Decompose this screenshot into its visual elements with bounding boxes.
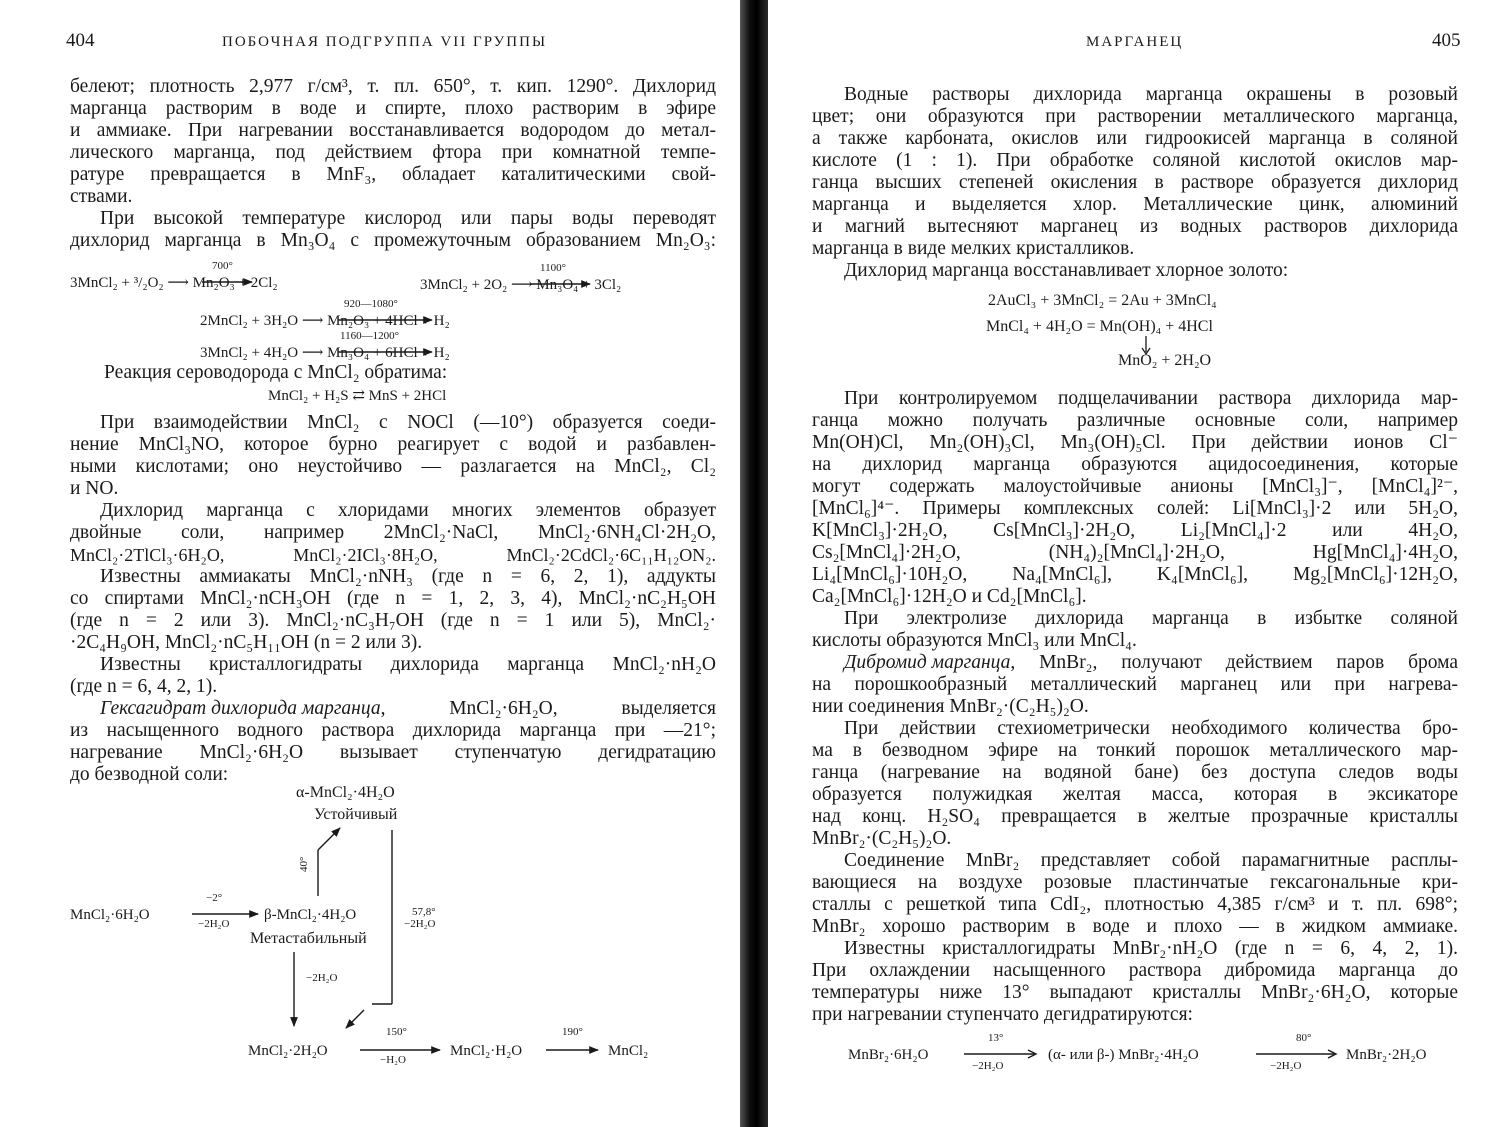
- text-line: (где n = 2 или 3). MnCl₂·nC₃H₇OH (где n = 1 или 5), MnCl₂·: [70, 610, 716, 631]
- arrow-condition: −H₂O: [380, 1054, 406, 1066]
- text-line: K[MnCl₃]·2H₂O, Cs[MnCl₃]·2H₂O, Li₂[MnCl₄]·2 или 4H₂O,: [812, 520, 1458, 541]
- running-head: ПОБОЧНАЯ ПОДГРУППА VII ГРУППЫ: [222, 34, 548, 50]
- arrow-condition: 190°: [562, 1026, 583, 1038]
- italic-term: Дибромид марганца: [844, 652, 1011, 673]
- arrow: [346, 1010, 364, 1028]
- text-line: При электролизе дихлорида марганца в избытке соляной: [844, 608, 1458, 629]
- text-line: вающиеся на воздухе розовые пластинчатые гексагональные кри-: [812, 872, 1458, 893]
- text-line: а также карбоната, окислов или гидроокисей марганца в соляной: [812, 128, 1458, 149]
- text-line: Дихлорид марганца восстанавливает хлорное золото:: [844, 260, 1289, 281]
- text-line: кислоты образуются MnCl₃ или MnCl₄.: [812, 630, 1137, 651]
- text-line: Известны аммиакаты MnCl₂·nNH₃ (где n = 6, 2, 1), аддукты: [100, 566, 716, 587]
- reaction-equation: MnCl₄ + 4H₂O = Mn(OH)₄ + 4HCl: [986, 318, 1213, 335]
- text-line: лического марганца, под действием фтора при комнатной темпе-: [70, 142, 716, 163]
- text-line: марганца в виде мелких кристалликов.: [812, 238, 1135, 259]
- text-line: дихлорид марганца в Mn₃O₄ с промежуточным образованием Mn₂O₃:: [70, 230, 716, 251]
- text-line: (где n = 6, 4, 2, 1).: [70, 676, 218, 697]
- compound-label: Устойчивый: [314, 806, 398, 823]
- running-head: МАРГАНЕЦ: [1086, 34, 1184, 50]
- text-line: ными кислотами; оно неустойчиво — разлагается на MnCl₂, Cl₂: [70, 456, 716, 477]
- text-line: сталлы с решеткой типа CdI₂, плотностью 4,385 г/см³ и т. пл. 698°;: [812, 894, 1458, 915]
- text-line: на дихлорид марганца образуются ацидосоединения, которые: [812, 454, 1458, 475]
- text-line: ганца (нагревание на водяной бане) без доступа следов воды: [812, 762, 1458, 783]
- arrow-condition: 57,8°: [412, 906, 436, 918]
- text-line: до безводной соли:: [70, 764, 229, 785]
- reaction-equation: 2MnCl₂ + 3H₂O ⟶ Mn₂O₃ + 4HCl + H₂: [200, 313, 450, 329]
- reaction-condition: 920—1080°: [344, 298, 398, 310]
- text-line: MnBr₂·(C₂H₅)₂O.: [812, 828, 952, 849]
- text-line: Известны кристаллогидраты дихлорида марганца MnCl₂·nH₂O: [100, 654, 716, 675]
- text-line: ·2C₄H₉OH, MnCl₂·nC₅H₁₁OH (n = 2 или 3).: [70, 632, 423, 653]
- text-line: Дихлорид марганца с хлоридами многих элементов образует: [100, 500, 716, 521]
- text-line: на порошкообразный металлический марганец или при нагрева-: [812, 674, 1458, 695]
- text-line: и магний вытесняют марганец из водных растворов дихлорида: [812, 216, 1458, 237]
- text-run: , MnCl₂·6H₂O, выделяется: [380, 698, 716, 719]
- reaction-condition: 1100°: [540, 262, 566, 274]
- text-line: MnBr₂ хорошо растворим в воде и плохо — в жидком аммиаке.: [812, 916, 1458, 937]
- scheme-arrows: [0, 0, 740, 1127]
- text-line: двойные соли, например 2MnCl₂·NaCl, MnCl₂·6NH₄Cl·2H₂O,: [70, 522, 716, 543]
- compound-beta: β-MnCl₂·4H₂O: [264, 907, 357, 923]
- compound: MnBr₂·2H₂O: [1346, 1047, 1427, 1063]
- text-line: нение MnCl₃NO, которое бурно реагирует с водой и разбавлен-: [70, 434, 716, 455]
- compound-anhydrous: MnCl₂: [608, 1043, 649, 1059]
- reaction-equation: 3MnCl₂ + 2O₂ ⟶ Mn₃O₄ + 3Cl₂: [420, 277, 622, 293]
- text-line: при нагревании ступенчато дегидратируются:: [812, 1004, 1193, 1025]
- text-line: Реакция сероводорода с MnCl₂ обратима:: [104, 362, 448, 383]
- compound: (α- или β-) MnBr₂·4H₂O: [1048, 1047, 1199, 1063]
- text-line: При охлаждении насыщенного раствора дибромида марганца до: [812, 960, 1458, 981]
- text-line: марганца растворим в воде и спирте, плохо растворим в эфире: [70, 98, 716, 119]
- text-line: ратуре превращается в MnF₃, обладает каталитическими свой-: [70, 164, 716, 185]
- right-page: [768, 0, 1504, 1127]
- reaction-equation: MnCl₂ + H₂S ⇄ MnS + 2HCl: [268, 388, 447, 404]
- arrow-condition: 80°: [1296, 1032, 1312, 1044]
- arrow: [318, 828, 340, 850]
- compound-label: Метастабильный: [250, 930, 367, 947]
- compound: MnBr₂·6H₂O: [848, 1047, 929, 1063]
- arrow-condition: −2H₂O: [404, 918, 436, 930]
- text-line: кислоте (1 : 1). При обработке соляной кислотой окислов мар-: [812, 150, 1458, 171]
- reaction-equation: 3MnCl₂ + ³/₂O₂ ⟶ Mn₂O₃ + 2Cl₂: [70, 275, 278, 291]
- text-line: При контролируемом подщелачивании раствора дихлорида мар-: [844, 388, 1458, 409]
- text-line: ганца можно получать различные основные соли, например: [812, 410, 1458, 431]
- text-line: Cs₂[MnCl₄]·2H₂O, (NH₄)₂[MnCl₄]·2H₂O, Hg[MnCl₄]·4H₂O,: [812, 542, 1458, 563]
- text-line: При высокой температуре кислород или пары воды переводят: [100, 208, 716, 229]
- text-line: из насыщенного водного раствора дихлорида марганца при —21°;: [70, 720, 716, 741]
- text-line: Mn(OH)Cl, Mn₂(OH)₃Cl, Mn₃(OH)₅Cl. При действии ионов Cl⁻: [812, 432, 1458, 453]
- text-line: могут содержать малоустойчивые анионы [MnCl₃]⁻, [MnCl₄]²⁻,: [812, 476, 1458, 497]
- text-line: Li₄[MnCl₆]·10H₂O, Na₄[MnCl₆], K₄[MnCl₆], Mg₂[MnCl₆]·12H₂O,: [812, 564, 1458, 585]
- compound-hexahydrate: MnCl₂·6H₂O: [70, 907, 150, 923]
- text-line: температуры ниже 13° выпадают кристаллы MnBr₂·6H₂O, которые: [812, 982, 1458, 1003]
- text-line: ствами.: [70, 186, 133, 207]
- text-line: При действии стехиометрически необходимого количества бро-: [844, 718, 1458, 739]
- reaction-equation: MnO₂ + 2H₂O: [1118, 352, 1212, 369]
- arrow-condition: −2H₂O: [1270, 1060, 1302, 1072]
- arrow-condition: 13°: [988, 1032, 1004, 1044]
- text-line: над конц. H₂SO₄ превращается в желтые прозрачные кристаллы: [812, 806, 1458, 827]
- book-spine: [740, 0, 768, 1127]
- text-line: ма в безводном эфире на тонкий порошок металлического мар-: [812, 740, 1458, 761]
- text-line: белеют; плотность 2,977 г/см³, т. пл. 650°, т. кип. 1290°. Дихлорид: [70, 76, 716, 97]
- arrow-condition: 40°: [298, 856, 310, 872]
- text-line: со спиртами MnCl₂·nCH₃OH (где n = 1, 2, 3, 4), MnCl₂·nC₂H₅OH: [70, 588, 716, 609]
- reaction-condition: 1160—1200°: [340, 330, 399, 342]
- reaction-equation: 2AuCl₃ + 3MnCl₂ = 2Au + 3MnCl₄: [988, 292, 1217, 309]
- text-line: образуется полужидкая желтая масса, которая в эксикаторе: [812, 784, 1458, 805]
- text-line: и аммиаке. При нагревании восстанавливается водородом до метал-: [70, 120, 716, 141]
- italic-term: Гексагидрат дихлорида марганца: [100, 698, 381, 719]
- text-line: Водные растворы дихлорида марганца окрашены в розовый: [844, 84, 1458, 105]
- arrow-condition: −2H₂O: [972, 1060, 1004, 1072]
- page-number: 404: [66, 30, 95, 51]
- arrow-condition: 150°: [386, 1026, 407, 1038]
- text-line: нагревание MnCl₂·6H₂O вызывает ступенчатую дегидратацию: [70, 742, 716, 763]
- left-page: [0, 0, 740, 1127]
- reaction-condition: 700°: [212, 260, 233, 272]
- compound-monohydrate: MnCl₂·H₂O: [450, 1043, 523, 1059]
- text-line: и NO.: [70, 478, 119, 499]
- text-line: ганца высших степеней окисления в растворе образуется дихлорид: [812, 172, 1458, 193]
- text-line: нии соединения MnBr₂·(C₂H₅)₂O.: [812, 696, 1089, 717]
- arrow-condition: −2H₂O: [306, 972, 338, 984]
- text-line: MnCl₂·2TlCl₃·6H₂O, MnCl₂·2ICl₃·8H₂O, MnCl₂·2CdCl₂·6C₁₁H₁₂ON₂.: [70, 545, 716, 565]
- text-run: , MnBr₂, получают действием паров брома: [1010, 652, 1458, 673]
- text-line: При взаимодействии MnCl₂ с NOCl (—10°) образуется соеди-: [100, 412, 716, 433]
- compound-alpha: α-MnCl₂·4H₂O: [296, 784, 395, 801]
- reaction-equation: 3MnCl₂ + 4H₂O ⟶ Mn₃O₄ + 6HCl + H₂: [200, 345, 450, 361]
- text-line: цвет; они образуются при растворении металлического марганца,: [812, 106, 1458, 127]
- text-line: Ca₂[MnCl₆]·12H₂O и Cd₂[MnCl₆].: [812, 586, 1087, 607]
- page-number: 405: [1432, 30, 1461, 51]
- arrow-condition: −2°: [206, 892, 223, 904]
- arrow-condition: −2H₂O: [198, 918, 230, 930]
- compound-dihydrate: MnCl₂·2H₂O: [248, 1043, 328, 1059]
- text-line: [MnCl₆]⁴⁻. Примеры комплексных солей: Li[MnCl₃]·2 или 5H₂O,: [812, 498, 1458, 519]
- text-line: Соединение MnBr₂ представляет собой парамагнитные расплы-: [844, 850, 1458, 871]
- text-line: Известны кристаллогидраты MnBr₂·nH₂O (где n = 6, 4, 2, 1).: [844, 938, 1458, 959]
- equation-arrows: [768, 0, 1504, 1127]
- text-line: марганца и выделяется хлор. Металлические цинк, алюминий: [812, 194, 1458, 215]
